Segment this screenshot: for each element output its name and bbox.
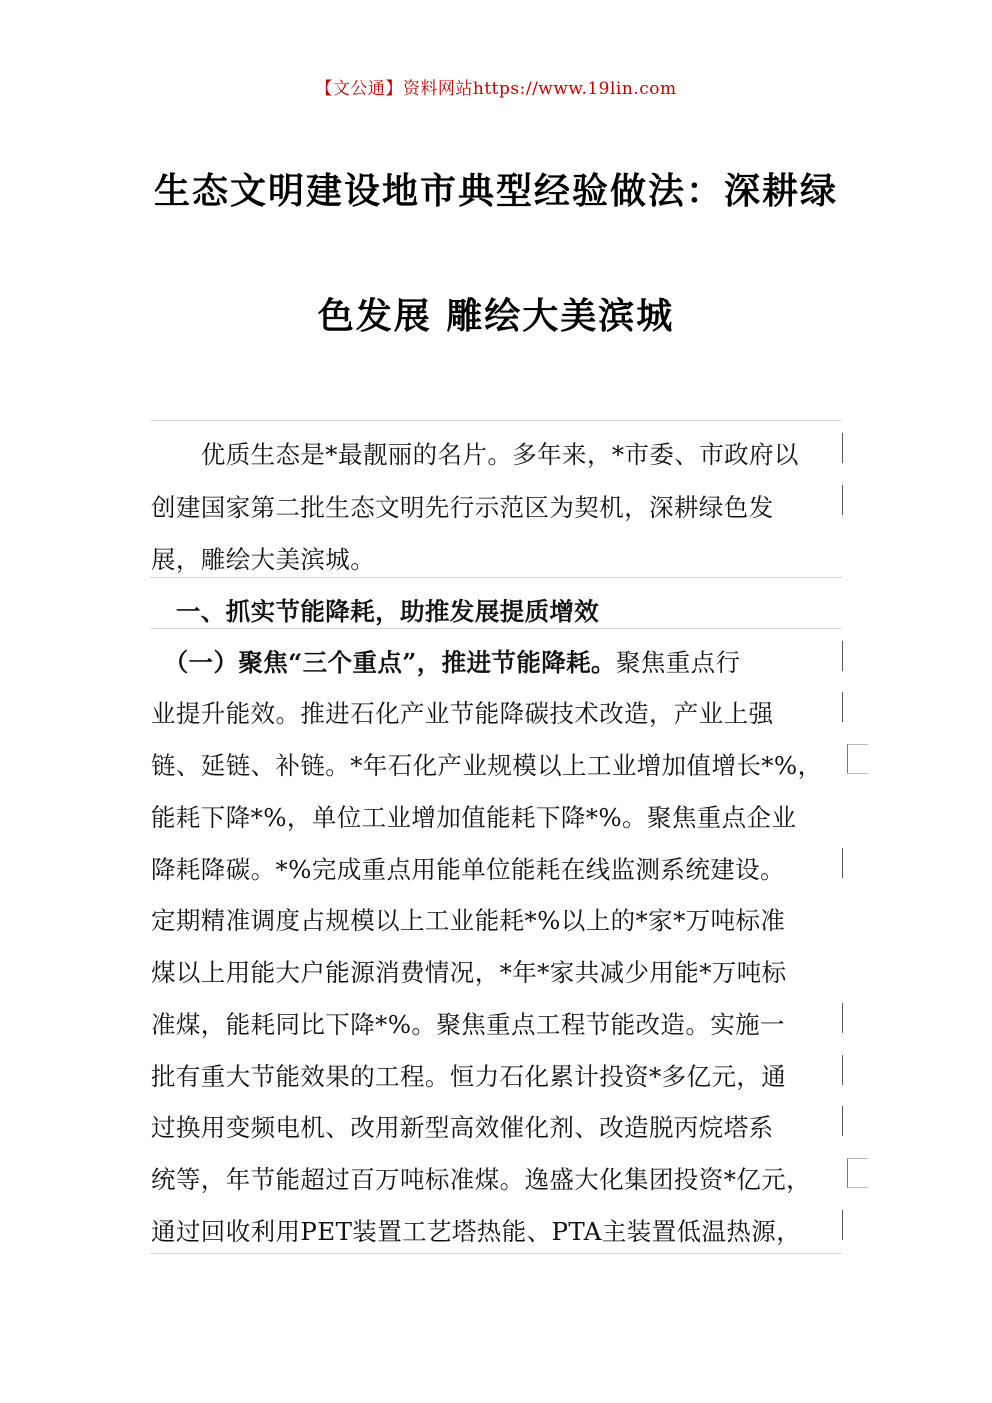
subsection-first-line: [151, 644, 740, 679]
line-end-mark: [842, 433, 843, 463]
paragraph-text: 聚焦重点行: [615, 648, 741, 677]
section-divider: [150, 628, 842, 629]
section-divider: [150, 577, 842, 578]
paragraph-line: 准煤，能耗同比下降*%。聚焦重点工程节能改造。实施一: [151, 1010, 785, 1039]
line-end-mark: [842, 1210, 843, 1240]
line-end-mark: [842, 692, 843, 722]
paragraph-line: 能耗下降*%，单位工业增加值能耗下降*%。聚焦重点企业: [151, 803, 797, 832]
paragraph-line: 批有重大节能效果的工程。恒力石化累计投资*多亿元，通: [151, 1062, 787, 1091]
overflow-mark: [847, 744, 868, 774]
section-divider: [150, 420, 842, 421]
paragraph-line: 煤以上用能大户能源消费情况，*年*家共减少用能*万吨标: [151, 958, 787, 987]
document-title-line-1: 生态文明建设地市典型经验做法：深耕绿: [153, 170, 838, 212]
subsection-heading: （一）聚焦“三个重点”，推进节能降耗。: [151, 648, 616, 677]
line-end-mark: [842, 1003, 843, 1033]
paragraph-line: 降耗降碳。*%完成重点用能单位能耗在线监测系统建设。: [151, 855, 785, 884]
paragraph-line: 链、延链、补链。*年石化产业规模以上工业增加值增长*%，: [151, 751, 823, 780]
paragraph-line: 业提升能效。推进石化产业节能降碳技术改造，产业上强: [151, 699, 774, 728]
intro-line: 展，雕绘大美滨城。: [151, 545, 376, 574]
section-heading: 一、抓实节能降耗，助推发展提质增效: [151, 597, 600, 626]
intro-line: 优质生态是*最靓丽的名片。多年来，*市委、市政府以: [151, 440, 799, 469]
intro-line: 创建国家第二批生态文明先行示范区为契机，深耕绿色发: [151, 493, 774, 522]
line-end-mark: [842, 1106, 843, 1136]
overflow-mark: [847, 1158, 868, 1188]
paragraph-line: 统等，年节能超过百万吨标准煤。逸盛大化集团投资*亿元，: [151, 1165, 812, 1194]
line-end-mark: [842, 641, 843, 671]
line-end-mark: [842, 1055, 843, 1085]
line-end-mark: [842, 485, 843, 515]
paragraph-line: 定期精准调度占规模以上工业能耗*%以上的*家*万吨标准: [151, 906, 786, 935]
paragraph-line: 过换用变频电机、改用新型高效催化剂、改造脱丙烷塔系: [151, 1113, 774, 1142]
site-watermark-header: 【文公通】资料网站https://www.19lin.com: [315, 79, 677, 99]
paragraph-line: 通过回收利用PET装置工艺塔热能、PTA主装置低温热源，: [151, 1217, 802, 1246]
section-divider: [150, 1253, 842, 1254]
line-end-mark: [842, 848, 843, 878]
document-title-line-2: 色发展 雕绘大美滨城: [317, 295, 675, 337]
